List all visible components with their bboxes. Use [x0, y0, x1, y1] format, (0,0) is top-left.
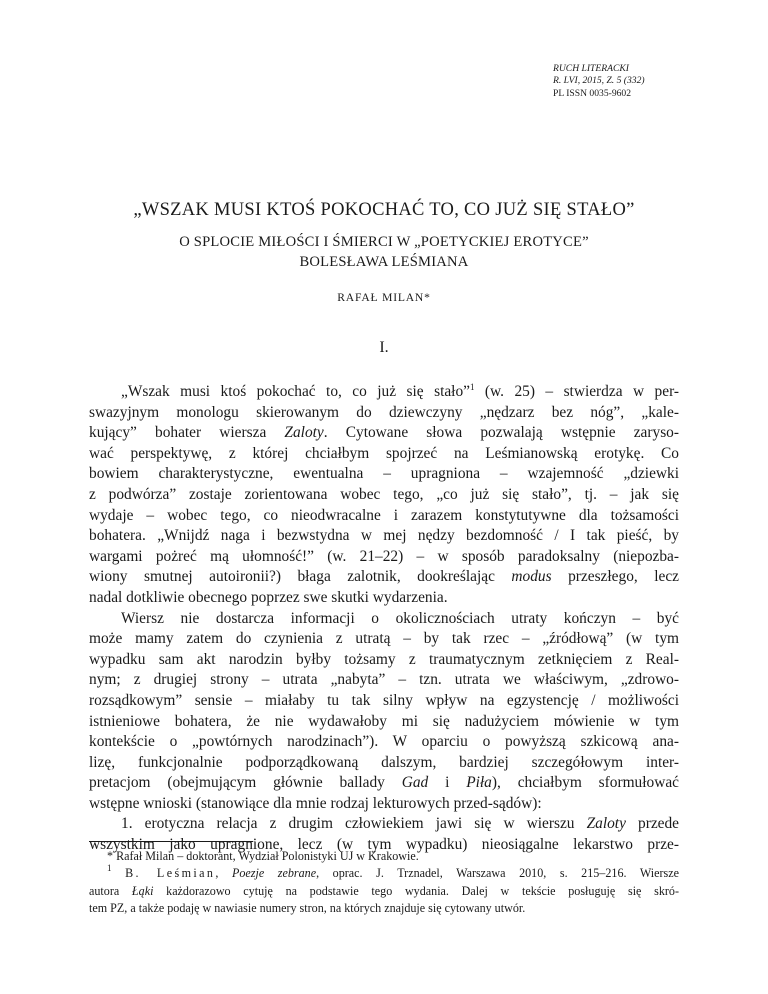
text-span: kujący” bohater wiersza	[89, 424, 285, 442]
text-line: lizę, funkcjonalnie podporządkowaną dalszym, bardziej szczegółowym inter-	[89, 753, 679, 771]
text-line	[89, 567, 679, 588]
text-span: 1. erotyczna relacja z drugim człowiekiem jawi się w wierszu	[121, 815, 587, 833]
journal-name: RUCH LITERACKI	[553, 63, 629, 74]
footnote-text: Rafał Milan – doktorant, Wydział Polonistyki UJ w Krakowie.	[116, 849, 419, 863]
text-line: bohatera. „Wnijdź naga i bezwstydna w mej nędzy bezdomność / I tak pieść, by	[89, 527, 679, 545]
body-text	[89, 382, 679, 856]
text-line: wstępne wnioski (stanowiące dla mnie rodzaj lekturowych przed-sądów):	[89, 794, 542, 812]
text-line	[89, 382, 679, 403]
italic-title: Gad	[401, 774, 429, 792]
text-span: przeszłego, lecz	[551, 568, 679, 586]
text-span: wiony smutnej autoironii?) błaga zalotnik, dookreślając	[89, 568, 512, 586]
text-span: . Cytowane słowa pozwalają wstępnie zaryso-	[323, 424, 680, 442]
footnote	[89, 865, 679, 882]
section-heading: I.	[379, 339, 389, 356]
text-span: „Wszak musi ktoś pokochać to, co już się stało”	[121, 383, 470, 400]
footnote-mark: *	[107, 849, 114, 863]
footnote-mark: 1	[107, 863, 112, 874]
text-line: wargami pożreć mą ułomność!” (w. 21–22) – w sposób paradoksalny (niepozba-	[89, 547, 679, 565]
text-line: może mamy zatem do czynienia z utratą – by tak rzec – „źródłową” (w tym	[89, 630, 679, 648]
subtitle-line: O SPLOCIE MIŁOŚCI I ŚMIERCI W „POETYCKIEJ EROTYCE”	[179, 234, 589, 250]
text-span: przede	[625, 815, 680, 833]
footnote-book-title: Poezje zebrane	[231, 866, 317, 881]
footnote	[89, 848, 679, 865]
text-line: rozsądkowym” sensie – miałaby tu tak silny wpływ na egzystencję / możliwości	[89, 691, 679, 709]
italic-title: Zaloty	[284, 424, 324, 442]
journal-volume: R. LVI, 2015, Z. 5 (332)	[553, 75, 645, 87]
text-line: nadal dotkliwie obecnego poprzez swe skutki wydarzenia.	[89, 588, 448, 606]
text-line: nym; z drugiej strony – utrata „nabyta” – tzn. utrata we właściwym, „zdrowo-	[89, 671, 679, 689]
article-author: RAFAŁ MILAN*	[337, 291, 431, 304]
footnote-text: każdorazowo cytuję na podstawie tego wydania. Dalej w tekście posługuję się skró-	[153, 883, 679, 898]
journal-header	[553, 63, 645, 100]
text-line	[89, 814, 679, 835]
text-line: wszystkim jako upragnione, lecz (w tym wypadku) nieosiągalne lekarstwo prze-	[89, 836, 679, 854]
text-line: wydaje – wobec tego, co nieodwracalne i zarazem konstytutywne dla tożsamości	[89, 506, 679, 524]
footnote-line	[89, 883, 679, 900]
text-span: ), chciałbym sformułować	[491, 774, 679, 792]
footnote-divider	[89, 841, 253, 842]
text-span: i	[428, 774, 467, 792]
text-line: istnieniowe bohatera, że nie wydawałoby mi się nadużyciem mówienie w tym	[89, 712, 679, 730]
article-subtitle	[90, 232, 678, 272]
text-line: kontekście o „powtórnych narodzinach”). W oparciu o powyższą szkicową ana-	[89, 733, 679, 751]
footnote-line: tem PZ, a także podaję w nawiasie numery stron, na których znajduje się cytowany utwór.	[89, 901, 526, 916]
text-line: Wiersz nie dostarcza informacji o okolicznościach utraty kończyn – być	[121, 609, 679, 627]
text-line	[89, 773, 679, 794]
italic-term: modus	[511, 568, 552, 586]
footnote-text: , oprac. J. Trznadel, Warszawa 2010, s. 215–216. Wiersze	[316, 866, 679, 881]
journal-issn: PL ISSN 0035-9602	[553, 87, 632, 99]
subtitle-line: BOLESŁAWA LEŚMIANA	[299, 254, 469, 270]
italic-title: Zaloty	[586, 815, 626, 833]
article-title: „WSZAK MUSI KTOŚ POKOCHAĆ TO, CO JUŻ SIĘ STAŁO”	[133, 200, 635, 220]
text-line: z podwórza” zostaje zorientowana wobec tego, „co już się stało”, tj. – jak się	[89, 485, 679, 503]
footnote-book-title: Łąki	[131, 883, 154, 898]
text-line: wypadku sam akt narodzin byłby tożsamy z traumatycznym zetknięciem z Real-	[89, 650, 679, 668]
footnote-text: autora	[89, 883, 132, 898]
footnote-ref[interactable]: 1	[469, 382, 475, 392]
footnote-author: B. Leśmian	[125, 866, 216, 881]
text-span: pretacjom (obejmującym głównie ballady	[89, 774, 402, 792]
text-line: bowiem charakterystyczne, ewentualna – upragniona – wzajemność „dziewki	[89, 465, 679, 483]
footnote-text: ,	[215, 866, 232, 881]
text-line	[89, 423, 679, 444]
footnotes	[89, 848, 679, 918]
italic-title: Piła	[466, 774, 492, 792]
text-span: (w. 25) – stwierdza w per-	[474, 383, 680, 400]
text-line: swazyjnym monologu skierowanym do dziewczyny „nędzarz bez nóg”, „kale-	[89, 403, 679, 421]
text-line: wać perspektywę, z której chciałbym spojrzeć na Leśmianowską erotykę. Co	[89, 444, 679, 462]
